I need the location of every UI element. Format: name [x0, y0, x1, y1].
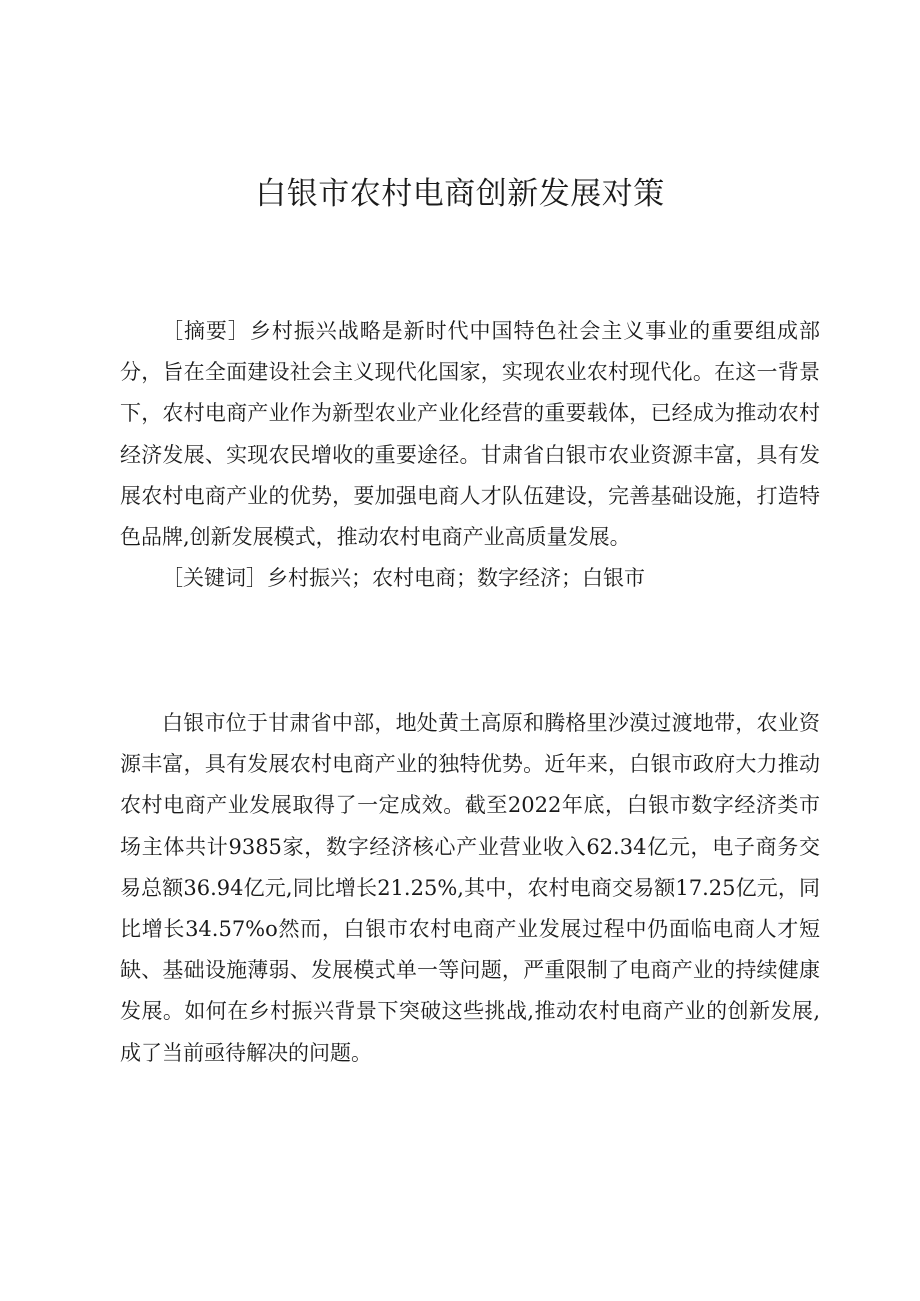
- page-title: 白银市农村电商创新发展对策: [255, 176, 665, 212]
- abstract-section: [120, 311, 820, 599]
- keywords-paragraph: ［关键词］乡村振兴；农村电商；数字经济；白银市: [162, 566, 645, 591]
- abstract-paragraph: ［摘要］乡村振兴战略是新时代中国特色社会主义事业的重要组成部分，旨在全面建设社会主义现代化国家，实现农业农村现代化。在这一背景下，农村电商产业作为新型农业产业化经营的重要载体，已经成为推动农村经济发展、实现农民增收的重要途径。甘肃省白银市农业资源丰富，具有发展农村电商产业的优势，要加强电商人才队伍建设，完善基础设施，打造特色品牌,创新发展模式，推动农村电商产业高质量发展。: [120, 319, 820, 550]
- intro-paragraph: 白银市位于甘肃省中部，地处黄土高原和腾格里沙漠过渡地带，农业资源丰富，具有发展农村电商产业的独特优势。近年来，白银市政府大力推动农村电商产业发展取得了一定成效。截至2022年底，白银市数字经济类市场主体共计9385家，数字经济核心产业营业收入62.34亿元，电子商务交易总额36.94亿元,同比增长21.25%,其中，农村电商交易额17.25亿元，同比增长34.57%o然而，白银市农村电商产业发展过程中仍面临电商人才短缺、基础设施薄弱、发展模式单一等问题，严重限制了电商产业的持续健康发展。如何在乡村振兴背景下突破这些挑战,推动农村电商产业的创新发展,成了当前亟待解决的问题。: [120, 711, 820, 1065]
- intro-section: [120, 703, 820, 1074]
